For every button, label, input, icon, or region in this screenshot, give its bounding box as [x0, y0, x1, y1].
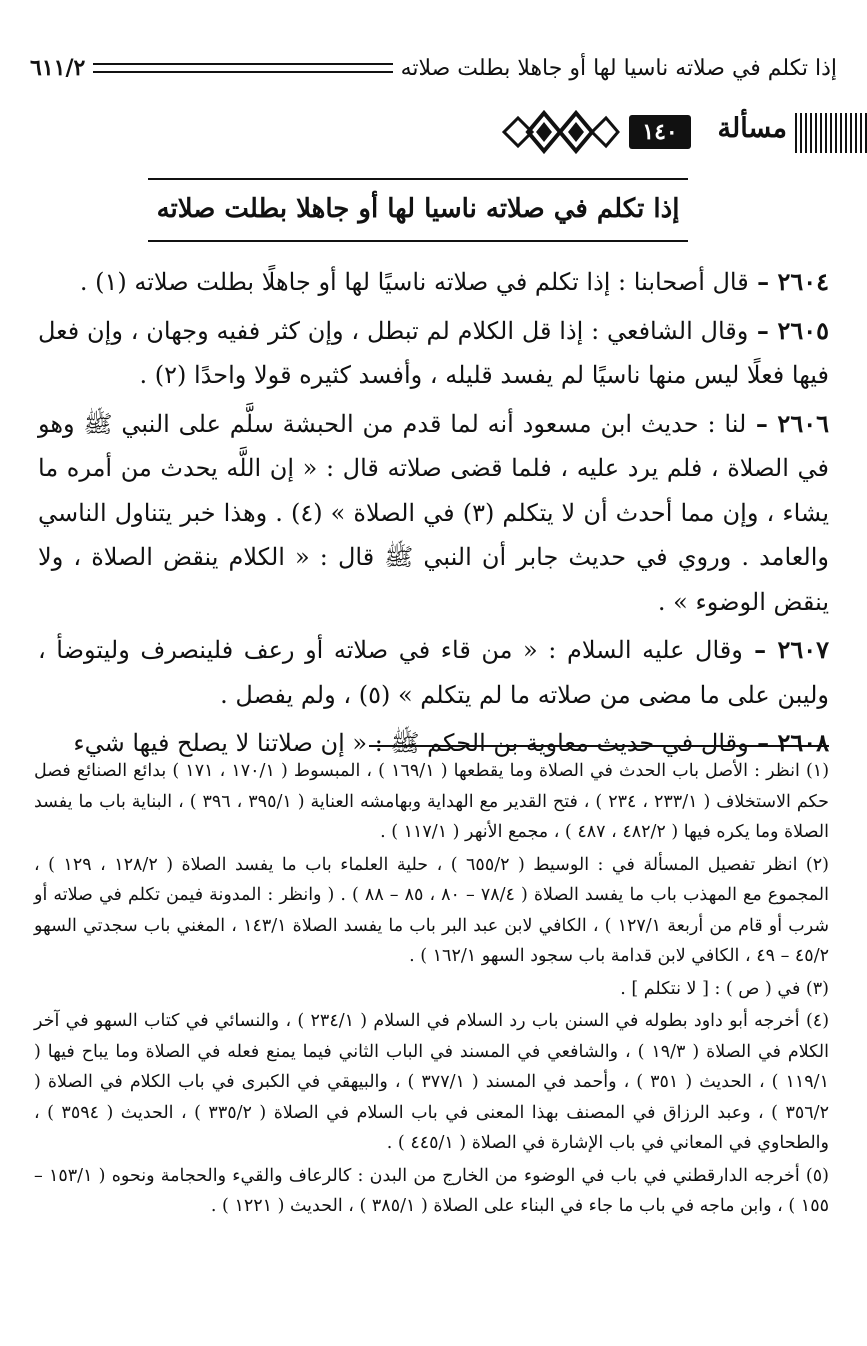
- paragraph-2608: ٢٦٠٨ – وقال في حديث معاوية بن الحكم ﷺ : « إن صلاتنا لا يصلح فيها شيء: [73, 728, 829, 757]
- paragraph-2604: ٢٦٠٤ – قال أصحابنا : إذا تكلم في صلاته ناسيًا لها أو جاهلًا بطلت صلاته (١) .: [79, 267, 829, 296]
- paragraph-2606: ٢٦٠٦ – لنا : حديث ابن مسعود أنه لما قدم من الحبشة سلَّم على النبي ﷺ وهو في الصلاة ، فلم يرد عليه ، فلما قضى صلاته قال : « إن اللَّه يحدث من أمره ما يشاء ، وإن مما أحدث أن لا يتكلم (٣) في الصلاة » (٤) . وهذا خبر يتناول الناسي والعامد . وروي في حديث جابر أن النبي ﷺ قال : « الكلام ينقض الصلاة ، ولا ينقض الوضوء » .: [38, 408, 830, 616]
- issue-banner: [500, 105, 867, 157]
- footnote-divider: [369, 745, 829, 747]
- running-header: [30, 48, 837, 88]
- footnotes: [34, 756, 829, 1222]
- page-number: ٦١١/٢: [30, 55, 86, 81]
- footnote-5: (٥) أخرجه الدارقطني في باب في الوضوء من الخارج من البدن : كالرعاف والقيء والحجامة ونحوه ( ١٥٣/١ – ١٥٥ ) ، وابن ماجه في باب ما جاء في البناء على الصلاة ( ٣٨٥/١ ) ، الحديث ( ١٢٢١ ) .: [34, 1165, 829, 1216]
- ornament-icon: [500, 107, 620, 157]
- footnote-1: (١) انظر : الأصل باب الحدث في الصلاة وما يقطعها ( ١٦٩/١ ) ، المبسوط ( ١٧٠/١ ، ١٧١ ) بدائع الصنائع فصل حكم الاستخلاف ( ٢٣٣/١ ، ٢٣٤ ) ، فتح القدير مع الهداية وبهامشه العناية ( ٣٩٥/١ ، ٣٩٦ ) ، البناية باب ما يفسد الصلاة وما يكره فيها ( ٤٨٢/٢ ، ٤٨٧ ) ، مجمع الأنهر ( ١١٧/١ ) .: [34, 761, 830, 842]
- issue-number-badge: ١٤٠: [629, 115, 691, 149]
- issue-label: مسألة: [717, 113, 787, 144]
- footnote-4: (٤) أخرجه أبو داود بطوله في السنن باب رد السلام في السلام ( ٢٣٤/١ ) ، والنسائي في كتاب السهو في آخر الكلام في الصلاة ( ١٩/٣ ) ، والشافعي في المسند في الباب الثاني فيما يمنع فعله في الصلاة وما يباح فيها ( ١١٩/١ ) ، الحديث ( ٣٥١ ) ، وأحمد في المسند ( ٣٧٧/١ ) ، والبيهقي في الكبرى في باب الكلام في الصلاة ( ٣٥٦/٢ ) ، وعبد الرزاق في المصنف بهذا المعنى في باب السلام في الصلاة ( ٣٣٥/٢ ) ، الحديث ( ٣٥٩٤ ) ، والطحاوي في المعاني في باب الإشارة في الصلاة ( ٤٤٥/١ ) .: [34, 1011, 830, 1153]
- footnote-2: (٢) انظر تفصيل المسألة في : الوسيط ( ٦٥٥/٢ ) ، حلية العلماء باب ما يفسد الصلاة ( ١٢٨/٢ ، ١٢٩ ) ، المجموع مع المهذب باب ما يفسد الصلاة ( ٧٨/٤ – ٨٠ ، ٨٥ – ٨٨ ) . ( وانظر : المدونة فيمن تكلم في صلاته أو شرب أو قام من أربعة ١٢٧/١ ) ، الكافي لابن عبد البر باب ما يفسد الصلاة ١٤٣/١ ، المغني باب سجدتي السهو ٤٥/٢ – ٤٩ ، الكافي لابن قدامة باب سجود السهو ١٦٢/١ ) .: [34, 854, 830, 966]
- header-rule: [93, 63, 392, 73]
- running-title: إذا تكلم في صلاته ناسيا لها أو جاهلا بطلت صلاته: [400, 55, 837, 81]
- paragraph-2607: ٢٦٠٧ – وقال عليه السلام : « من قاء في صلاته أو رعف فلينصرف وليتوضأ ، وليبن على ما مضى من صلاته ما لم يتكلم » (٥) ، ولم يفصل .: [38, 635, 829, 709]
- footnote-3: (٣) في ( ص ) : [ لا نتكلم ] .: [620, 978, 829, 999]
- main-text: [38, 260, 829, 766]
- issue-title: إذا تكلم في صلاته ناسيا لها أو جاهلا بطلت صلاته: [148, 178, 688, 242]
- paragraph-2605: ٢٦٠٥ – وقال الشافعي : إذا قل الكلام لم تبطل ، وإن كثر ففيه وجهان ، وإن فعل فيها فعلًا ليس منها ناسيًا لم يفسد قليله ، وأفسد كثيره قولا واحدًا (٢) .: [38, 315, 829, 389]
- stripe-decoration: [795, 113, 867, 153]
